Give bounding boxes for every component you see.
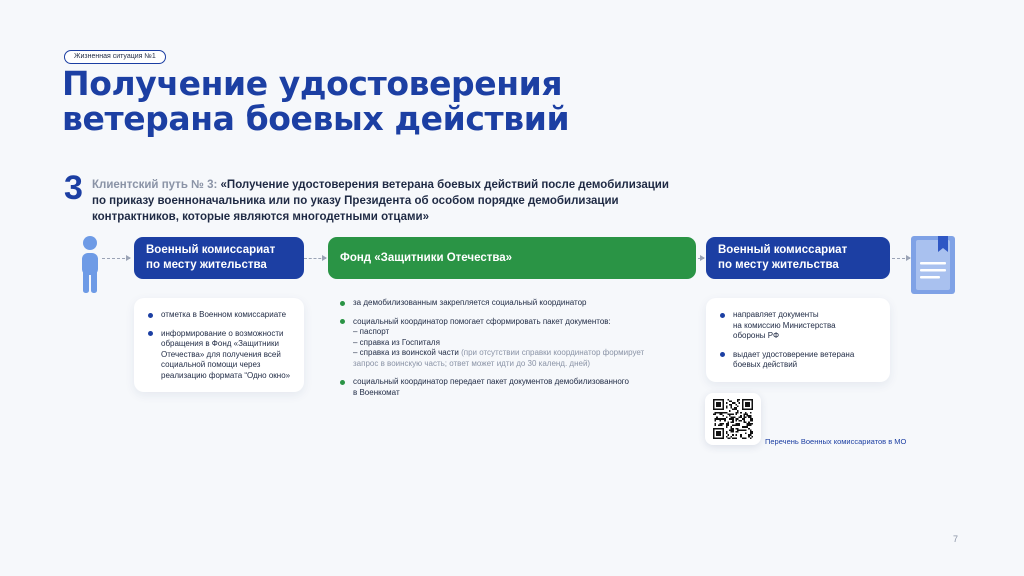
stage-card — [340, 298, 700, 406]
stage-actions-list — [340, 298, 700, 398]
stage-header-defenders-fund — [328, 237, 696, 279]
list-item: за демобилизованным закрепляется социальный координатор — [340, 298, 700, 309]
stage-title: Военный комиссариат — [146, 244, 276, 256]
list-item: направляет документы на комиссию Министерства обороны РФ — [720, 310, 878, 342]
qr-code-image — [713, 399, 753, 439]
step-line: по приказу военноначальника или по указу Президента об особом порядке демобилизации — [92, 195, 619, 207]
flow-arrow — [304, 258, 326, 259]
list-item: социальный координатор помогает сформировать пакет документов: – паспорт – справка из Госпиталя – справка из воинской части (при отсутствии справки координатор формирует запрос в воинскую часть; ответ может идти до 30 календ. дней) — [340, 317, 700, 370]
step-line: «Получение удостоверения ветерана боевых действий после демобилизации — [220, 179, 669, 191]
page-title-line: ветерана боевых действий — [62, 99, 570, 138]
page-number: 7 — [953, 534, 959, 544]
flow-arrow — [698, 258, 704, 259]
stage-title: по месту жительства — [718, 259, 839, 271]
step-label: Клиентский путь № 3: — [92, 179, 221, 191]
stage-title: Фонд «Защитники Отечества» — [340, 251, 513, 264]
step-description — [92, 177, 712, 225]
stage-card — [706, 298, 890, 382]
stage-actions-list — [148, 310, 292, 381]
stage-card — [134, 298, 304, 392]
page-title-line: Получение удостоверения — [62, 64, 563, 103]
qr-caption[interactable]: Перечень Военных комиссариатов в МО — [765, 437, 907, 446]
list-item: выдает удостоверение ветерана боевых действий — [720, 350, 878, 371]
qr-code[interactable] — [705, 393, 761, 445]
flow-arrow — [102, 258, 130, 259]
stage-title: Военный комиссариат — [718, 244, 848, 256]
document-icon — [911, 236, 955, 294]
stage-title: по месту жительства — [146, 259, 267, 271]
stage-header-military-commissariat — [706, 237, 890, 279]
stage-actions-list — [720, 310, 878, 371]
situation-badge: Жизненная ситуация №1 — [64, 50, 166, 64]
list-item: информирование о возможности обращения в Фонд «Защитники Отечества» для получения всей социальной помощи через реализацию формата “Одно окно» — [148, 329, 292, 382]
page-title — [62, 66, 702, 136]
flow-arrow — [892, 258, 910, 259]
stage-header-military-commissariat — [134, 237, 304, 279]
step-number: 3 — [64, 169, 83, 207]
person-icon — [80, 236, 100, 294]
step-line: контрактников, которые являются многодетными отцами» — [92, 211, 430, 223]
list-item: отметка в Военном комиссариате — [148, 310, 292, 321]
list-item: социальный координатор передает пакет документов демобилизованного в Военкомат — [340, 377, 700, 398]
